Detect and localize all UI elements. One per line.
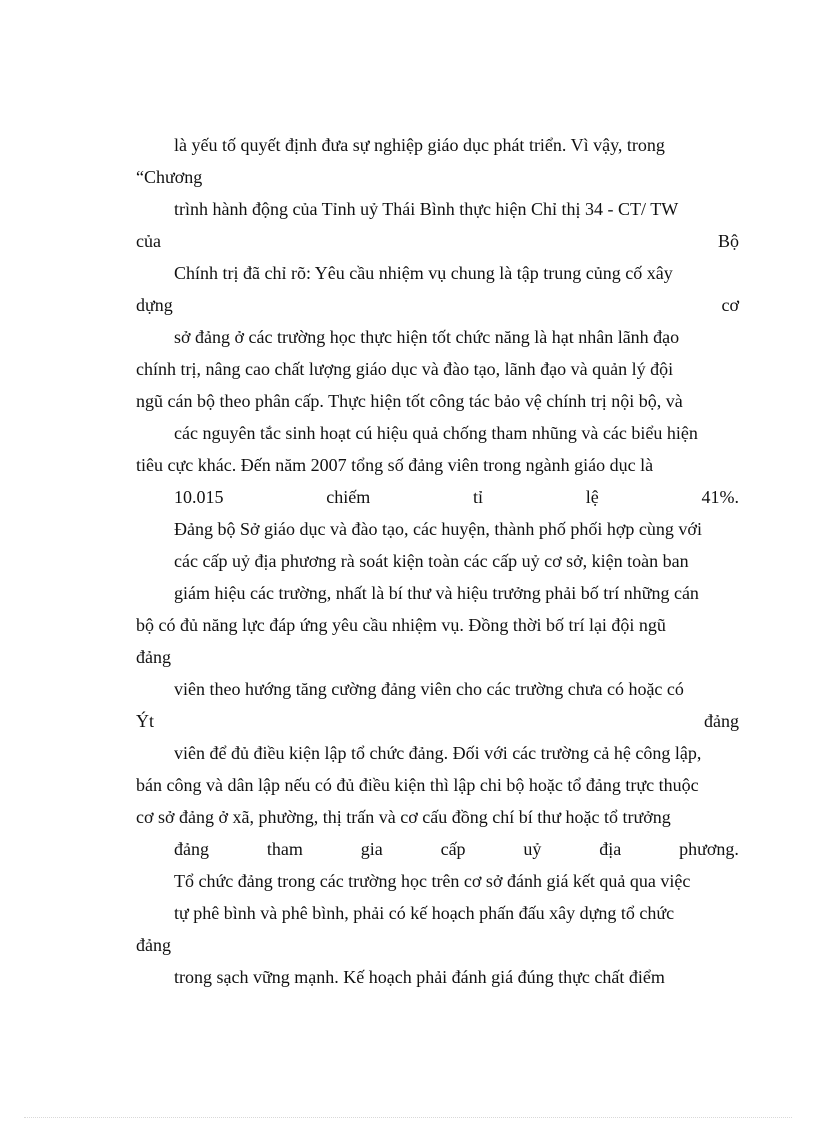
word: 10.015 xyxy=(174,487,224,507)
text-line: sở đảng ở các trường học thực hiện tốt chức năng là hạt nhân lãnh đạo xyxy=(174,327,680,347)
text-line: các nguyên tắc sinh hoạt cú hiệu quả chống tham nhũng và các biểu hiện xyxy=(174,423,698,443)
text-line xyxy=(174,486,739,508)
word: phương. xyxy=(679,839,739,859)
word: của xyxy=(136,231,161,251)
word: lệ xyxy=(585,487,599,507)
text-line: Đảng bộ Sở giáo dục và đào tạo, các huyện, thành phố phối hợp cùng với xyxy=(174,519,702,539)
text-line: đảng xyxy=(136,935,171,955)
text-line: viên để đủ điều kiện lập tổ chức đảng. Đối với các trường cả hệ công lập, xyxy=(174,743,702,763)
text-line: chính trị, nâng cao chất lượng giáo dục và đào tạo, lãnh đạo và quản lý đội xyxy=(136,359,674,379)
word: đảng xyxy=(174,839,209,859)
text-line: bộ có đủ năng lực đáp ứng yêu cầu nhiệm vụ. Đồng thời bố trí lại đội ngũ xyxy=(136,615,666,635)
text-line: viên theo hướng tăng cường đảng viên cho các trường chưa có hoặc có xyxy=(174,679,684,699)
text-line: “Chương xyxy=(136,167,203,187)
word: cấp xyxy=(440,839,466,859)
word: địa xyxy=(599,839,622,859)
text-line: các cấp uỷ địa phương rà soát kiện toàn các cấp uỷ cơ sở, kiện toàn ban xyxy=(174,551,689,571)
text-line: tiêu cực khác. Đến năm 2007 tổng số đảng viên trong ngành giáo dục là xyxy=(136,455,654,475)
word: Ýt xyxy=(136,711,154,731)
text-line xyxy=(136,294,739,316)
text-line: tự phê bình và phê bình, phải có kế hoạch phấn đấu xây dựng tổ chức xyxy=(174,903,675,923)
word: Bộ xyxy=(717,231,739,251)
text-line: trình hành động của Tỉnh uỷ Thái Bình thực hiện Chỉ thị 34 - CT/ TW xyxy=(174,199,679,219)
text-line: giám hiệu các trường, nhất là bí thư và hiệu trưởng phải bố trí những cán xyxy=(174,583,699,603)
word: tham xyxy=(266,839,303,859)
text-line: cơ sở đảng ở xã, phường, thị trấn và cơ cấu đồng chí bí thư hoặc tổ trưởng xyxy=(136,807,671,827)
word: cơ xyxy=(721,295,739,315)
word: gia xyxy=(360,839,383,859)
word: tỉ xyxy=(472,487,483,507)
word: 41%. xyxy=(701,487,739,507)
word: chiếm xyxy=(326,487,371,507)
text-line: bán công và dân lập nếu có đủ điều kiện thì lập chi bộ hoặc tổ đảng trực thuộc xyxy=(136,775,699,795)
page-bottom-divider xyxy=(24,1117,792,1118)
text-line: trong sạch vững mạnh. Kế hoạch phải đánh giá đúng thực chất điểm xyxy=(174,967,665,987)
text-line xyxy=(174,838,739,860)
text-line: ngũ cán bộ theo phân cấp. Thực hiện tốt công tác bảo vệ chính trị nội bộ, và xyxy=(136,391,683,411)
text-line: đảng xyxy=(136,647,171,667)
text-line: Chính trị đã chỉ rõ: Yêu cầu nhiệm vụ chung là tập trung củng cố xây xyxy=(174,263,673,283)
text-line: Tổ chức đảng trong các trường học trên cơ sở đánh giá kết quả qua việc xyxy=(174,871,691,891)
text-line: là yếu tố quyết định đưa sự nghiệp giáo dục phát triển. Vì vậy, trong xyxy=(174,135,665,155)
word: dựng xyxy=(136,295,173,315)
word: uỷ xyxy=(523,839,542,859)
word: đảng xyxy=(704,711,739,731)
text-line xyxy=(136,710,739,732)
text-line xyxy=(136,230,739,252)
